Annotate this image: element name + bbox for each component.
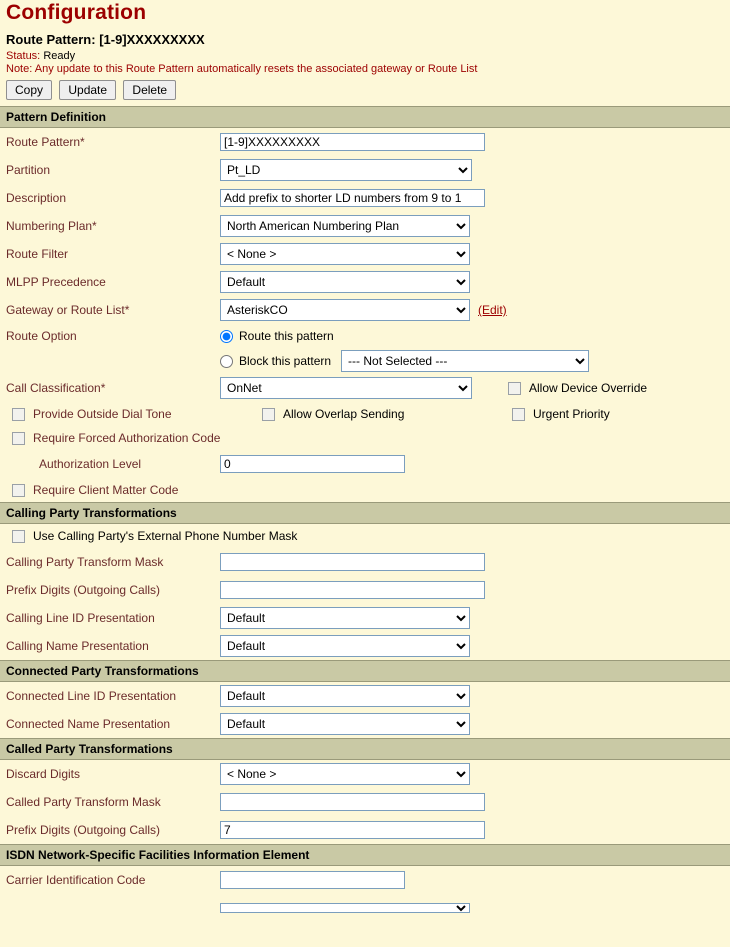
calling-prefix-digits-input[interactable] bbox=[220, 581, 485, 599]
row-require-client-matter-code bbox=[0, 478, 730, 502]
authorization-level-label: Authorization Level bbox=[39, 457, 142, 471]
urgent-priority-label: Urgent Priority bbox=[533, 407, 610, 421]
row-use-external-mask bbox=[0, 524, 730, 548]
mlpp-precedence-label: MLPP Precedence bbox=[6, 275, 106, 289]
row-calling-name-presentation bbox=[0, 632, 730, 660]
allow-device-override-wrap bbox=[508, 381, 647, 395]
row-partition bbox=[0, 156, 730, 184]
status-label: Status: bbox=[6, 50, 41, 62]
status-line bbox=[6, 50, 730, 62]
block-reason-select[interactable] bbox=[341, 350, 589, 372]
block-this-pattern-radio[interactable] bbox=[220, 355, 233, 368]
provide-outside-dial-tone-checkbox[interactable] bbox=[12, 408, 25, 421]
carrier-identification-code-input[interactable] bbox=[220, 871, 405, 889]
called-prefix-digits-label: Prefix Digits (Outgoing Calls) bbox=[6, 823, 161, 837]
called-prefix-digits-input[interactable] bbox=[220, 821, 485, 839]
allow-overlap-sending-label: Allow Overlap Sending bbox=[283, 407, 405, 421]
status-value: Ready bbox=[43, 50, 76, 62]
row-call-classification bbox=[0, 374, 730, 402]
row-called-prefix-digits bbox=[0, 816, 730, 844]
toolbar bbox=[6, 80, 730, 100]
calling-name-presentation-label: Calling Name Presentation bbox=[6, 639, 149, 653]
discard-digits-select[interactable] bbox=[220, 763, 470, 785]
section-isdn-network-specific: ISDN Network-Specific Facilities Information Element bbox=[0, 844, 730, 866]
require-forced-authorization-code-checkbox[interactable] bbox=[12, 432, 25, 445]
route-pattern-label: Route Pattern* bbox=[6, 135, 85, 149]
require-forced-authorization-code-label: Require Forced Authorization Code bbox=[33, 431, 221, 445]
route-option-label: Route Option bbox=[6, 329, 77, 343]
route-pattern-heading bbox=[6, 32, 730, 47]
isdn-partial-select[interactable] bbox=[220, 903, 470, 913]
connected-line-id-presentation-label: Connected Line ID Presentation bbox=[6, 689, 177, 703]
partition-label: Partition bbox=[6, 163, 51, 177]
provide-outside-dial-tone-wrap bbox=[12, 407, 262, 421]
route-pattern-heading-label: Route Pattern: bbox=[6, 32, 96, 47]
section-calling-party-transformations: Calling Party Transformations bbox=[0, 502, 730, 524]
called-transform-mask-label: Called Party Transform Mask bbox=[6, 795, 161, 809]
allow-device-override-label: Allow Device Override bbox=[529, 381, 648, 395]
gateway-or-route-list-select[interactable] bbox=[220, 299, 470, 321]
row-authorization-level bbox=[0, 450, 730, 478]
row-numbering-plan bbox=[0, 212, 730, 240]
urgent-priority-checkbox[interactable] bbox=[512, 408, 525, 421]
update-button[interactable]: Update bbox=[59, 80, 116, 100]
calling-name-presentation-select[interactable] bbox=[220, 635, 470, 657]
row-calling-prefix-digits bbox=[0, 576, 730, 604]
numbering-plan-select[interactable] bbox=[220, 215, 470, 237]
calling-line-id-presentation-label: Calling Line ID Presentation bbox=[6, 611, 155, 625]
called-transform-mask-input[interactable] bbox=[220, 793, 485, 811]
route-filter-select[interactable] bbox=[220, 243, 470, 265]
route-this-pattern-label: Route this pattern bbox=[239, 329, 334, 343]
row-called-transform-mask bbox=[0, 788, 730, 816]
route-pattern-heading-value: [1-9]XXXXXXXXX bbox=[99, 32, 205, 47]
row-connected-line-id-presentation bbox=[0, 682, 730, 710]
description-input[interactable] bbox=[220, 189, 485, 207]
calling-prefix-digits-label: Prefix Digits (Outgoing Calls) bbox=[6, 583, 161, 597]
carrier-identification-code-label: Carrier Identification Code bbox=[6, 873, 146, 887]
row-route-pattern bbox=[0, 128, 730, 156]
allow-overlap-sending-wrap bbox=[262, 407, 512, 421]
row-discard-digits bbox=[0, 760, 730, 788]
row-route-option bbox=[0, 324, 730, 348]
delete-button[interactable]: Delete bbox=[123, 80, 176, 100]
authorization-level-input[interactable] bbox=[220, 455, 405, 473]
calling-line-id-presentation-select[interactable] bbox=[220, 607, 470, 629]
route-pattern-input[interactable] bbox=[220, 133, 485, 151]
calling-transform-mask-label: Calling Party Transform Mask bbox=[6, 555, 164, 569]
row-gateway-or-route-list bbox=[0, 296, 730, 324]
row-dialtone-overlap-urgent bbox=[0, 402, 730, 426]
call-classification-label: Call Classification* bbox=[6, 381, 106, 395]
allow-device-override-checkbox[interactable] bbox=[508, 382, 521, 395]
require-client-matter-code-checkbox[interactable] bbox=[12, 484, 25, 497]
connected-line-id-presentation-select[interactable] bbox=[220, 685, 470, 707]
section-called-party-transformations: Called Party Transformations bbox=[0, 738, 730, 760]
partition-select[interactable] bbox=[220, 159, 472, 181]
note-line: Note: Any update to this Route Pattern automatically resets the associated gateway or Route List bbox=[6, 63, 478, 75]
calling-transform-mask-input[interactable] bbox=[220, 553, 485, 571]
row-description bbox=[0, 184, 730, 212]
route-this-pattern-radio[interactable] bbox=[220, 330, 233, 343]
route-filter-label: Route Filter bbox=[6, 247, 69, 261]
gateway-edit-link[interactable]: (Edit) bbox=[478, 303, 507, 317]
numbering-plan-label: Numbering Plan* bbox=[6, 219, 97, 233]
row-block-pattern bbox=[0, 348, 730, 374]
provide-outside-dial-tone-label: Provide Outside Dial Tone bbox=[33, 407, 172, 421]
row-connected-name-presentation bbox=[0, 710, 730, 738]
require-client-matter-code-label: Require Client Matter Code bbox=[33, 483, 179, 497]
section-connected-party-transformations: Connected Party Transformations bbox=[0, 660, 730, 682]
section-pattern-definition: Pattern Definition bbox=[0, 106, 730, 128]
row-calling-transform-mask bbox=[0, 548, 730, 576]
connected-name-presentation-label: Connected Name Presentation bbox=[6, 717, 171, 731]
mlpp-precedence-select[interactable] bbox=[220, 271, 470, 293]
route-pattern-header bbox=[0, 26, 730, 75]
connected-name-presentation-select[interactable] bbox=[220, 713, 470, 735]
discard-digits-label: Discard Digits bbox=[6, 767, 81, 781]
row-calling-line-id-presentation bbox=[0, 604, 730, 632]
allow-overlap-sending-checkbox[interactable] bbox=[262, 408, 275, 421]
urgent-priority-wrap bbox=[512, 407, 610, 421]
description-label: Description bbox=[6, 191, 67, 205]
call-classification-select[interactable] bbox=[220, 377, 472, 399]
use-external-phone-number-mask-label: Use Calling Party's External Phone Number Mask bbox=[33, 529, 298, 543]
page-title: Configuration bbox=[6, 1, 147, 24]
gateway-edit-link-wrap[interactable] bbox=[478, 303, 507, 317]
row-route-filter bbox=[0, 240, 730, 268]
row-require-forced-auth bbox=[0, 426, 730, 450]
row-isdn-partial bbox=[0, 894, 730, 922]
use-external-phone-number-mask-checkbox[interactable] bbox=[12, 530, 25, 543]
row-carrier-identification-code bbox=[0, 866, 730, 894]
row-mlpp-precedence bbox=[0, 268, 730, 296]
gateway-or-route-list-label: Gateway or Route List* bbox=[6, 303, 130, 317]
block-this-pattern-label: Block this pattern bbox=[239, 354, 332, 368]
copy-button[interactable]: Copy bbox=[6, 80, 52, 100]
